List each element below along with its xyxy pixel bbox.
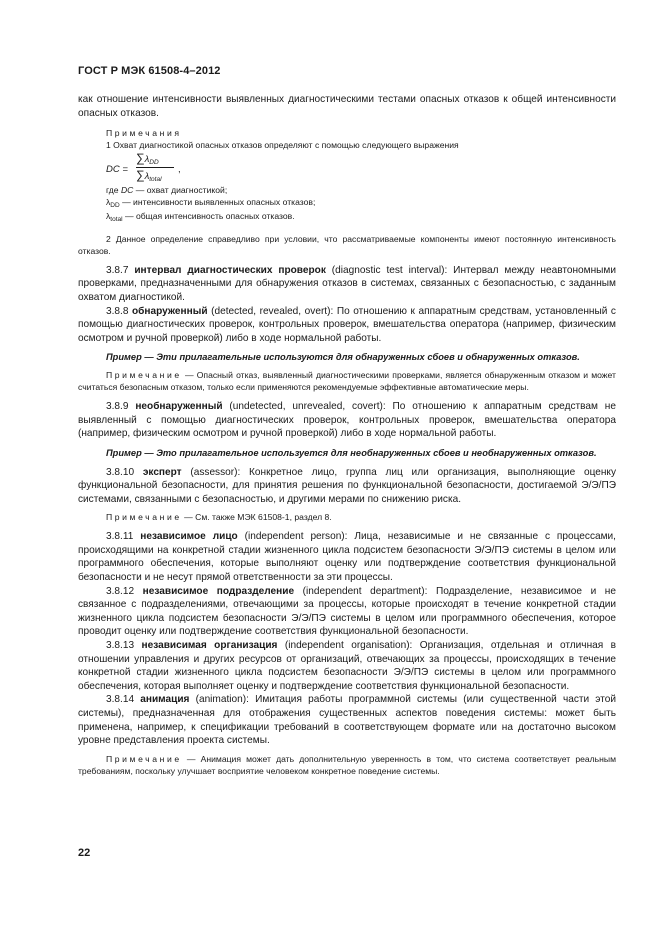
- formula-lhs: DC =: [106, 163, 128, 175]
- example-3-8-9: Пример — Это прилагательное используется для необнаруженных сбоев и необнаруженных отказов.: [106, 447, 597, 458]
- example-3-8-8: Пример — Эти прилагательные используются для обнаруженных сбоев и обнаруженных отказов.: [106, 352, 580, 363]
- section-3-8-13: 3.8.13 независимая организация (independent organisation): Организация, отдельная и отличная в отношении управления и других ресурсов от организаций, отвечающих за процессы, происходящих в течение конкретной стадии жизненного цикла подсистем безопасности Э/Э/ПЭ системы в целом или программного обеспечения, которая выполняет оценку и подтверждение соответствия функциональной безопасности.: [78, 640, 617, 692]
- note-2: 2 Данное определение справедливо при условии, что рассматриваемые компоненты имеют постоянную интенсивность отказов.: [78, 234, 616, 256]
- def-lambda-dd: $\lambda_{DD}$ — интенсивности выявленных опасных отказов;: [106, 196, 316, 209]
- formula-denominator: $\sum\lambda_{total}$: [136, 167, 162, 183]
- section-3-8-11: 3.8.11 независимое лицо (independent person): Лица, независимые и не связанные с процессами, происходящими на конкретной стадии жизненного цикла подсистем безопасности Э/Э/ПЭ системы в целом или программного обеспечения, которые выполняют оценку или подтверждение соответствия функциональной безопасности и не несут прямой ответственности за эти процессы.: [78, 531, 616, 584]
- section-3-8-9: 3.8.9 необнаруженный (undetected, unrevealed, covert): По отношению к аппаратным средствам не выявленный с помощью диагностических проверок, контрольных проверок, вмешательства оператора (например, физическим осмотром и ручной проверкой) либо в ходе нормальной работы.: [78, 400, 616, 440]
- document-header: ГОСТ Р МЭК 61508-4–2012: [78, 65, 221, 77]
- formula-comma: ,: [178, 163, 181, 175]
- def-lambda-total: $\lambda_{total}$ — общая интенсивность опасных отказов.: [106, 211, 295, 224]
- intro-paragraph: как отношение интенсивности выявленных диагностическими тестами опасных отказов к общей интенсивности опасных отказов.: [78, 94, 616, 119]
- dc-formula: [106, 150, 616, 185]
- notes-heading: Примечания: [106, 128, 182, 139]
- where-dc: где DC — охват диагностикой;: [106, 184, 228, 195]
- section-3-8-10: 3.8.10 эксперт (assessor): Конкретное лицо, группа лиц или организация, выполняющие оценку функциональной безопасности, для принятия решения по функциональной безопасности, достигаемой Э/Э/ПЭ системами, связанными с безопасностью, и другими мерами по снижению риска.: [78, 466, 617, 505]
- page-content: [78, 93, 616, 777]
- page-number: 22: [78, 847, 91, 859]
- note-1: 1 Охват диагностикой опасных отказов определяют с помощью следующего выражения: [106, 139, 459, 150]
- formula-numerator: $\sum\lambda_{DD}$: [136, 150, 159, 166]
- note-3-8-14: Примечание — Анимация может дать дополнительную уверенность в том, что система соответствует реальным требованиям, поскольку улучшает восприятие человеком конкретное поведение системы.: [78, 753, 616, 776]
- section-3-8-12: 3.8.12 независимое подразделение (independent department): Подразделение, независимое и не связанное с подразделениями, отвечающими за процессы, которые происходят в течение конкретной стадии жизненного цикла подсистем безопасности Э/Э/ПЭ системы в целом или программного обеспечения, которое проводит оценку или подтверждение соответствия функциональной безопасности.: [78, 585, 616, 638]
- note-3-8-8: Примечание — Опасный отказ, выявленный диагностическими проверками, является обнаруженным отказом и может считаться безопасным отказом, только если применяются рекомендуемые эффективные автоматические меры.: [78, 370, 616, 393]
- section-3-8-7: 3.8.7 интервал диагностических проверок (diagnostic test interval): Интервал между неавтономными проверками, предназначенными для обнаружения отказов в системах, связанных с безопасностью, с заданным охватом диагностикой.: [78, 264, 616, 303]
- section-3-8-14: 3.8.14 анимация (animation): Имитация работы программной системы (или существенной части этой системы), предназначенная для отображения существенных аспектов поведения системы: может быть применена, например, к спецификации требований в соответствующем формате или на достаточно высоком уровне представления проекта системы.: [78, 694, 616, 747]
- note-3-8-10: Примечание — См. также МЭК 61508-1, раздел 8.: [106, 512, 332, 523]
- section-3-8-8: 3.8.8 обнаруженный (detected, revealed, overt): По отношению к аппаратным средствам, установленный с помощью диагностических проверок, контрольных проверок, вмешательства оператора (например, физическим осмотром и ручной проверкой) либо в ходе нормальной работы.: [78, 305, 616, 344]
